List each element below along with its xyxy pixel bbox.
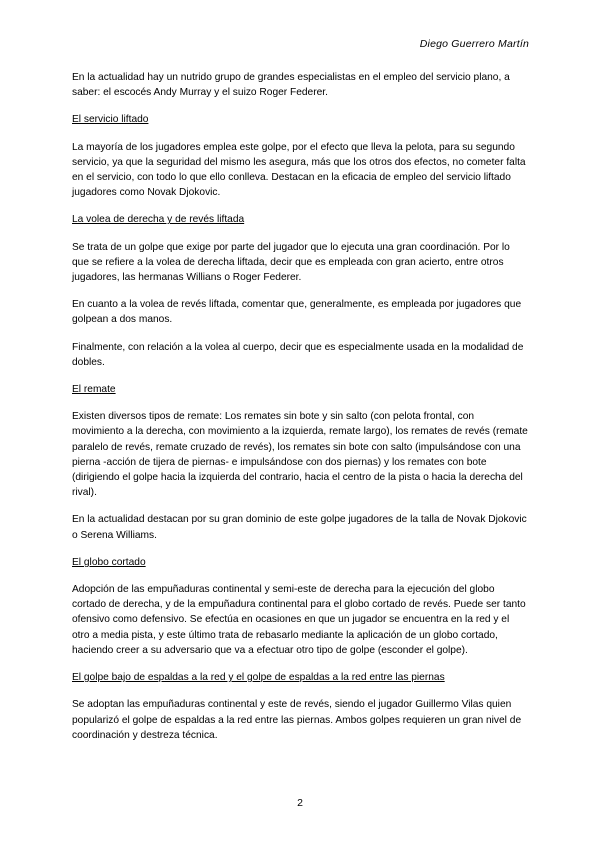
section-heading-servicio-liftado: El servicio liftado xyxy=(72,114,149,126)
paragraph-golpe-espaldas: Se adoptan las empuñaduras continental y este de revés, siendo el jugador Guillermo Vilas quien popularizó el golpe de espaldas a la red entre las piernas. Ambos golpes requieren un gran nivel de coordinación y destreza técnica. xyxy=(72,699,522,741)
intro-paragraph: En la actualidad hay un nutrido grupo de grandes especialistas en el empleo del servicio plano, a saber: el escocés Andy Murray y el suizo Roger Federer. xyxy=(72,72,510,99)
section-heading-globo-cortado: El globo cortado xyxy=(72,556,146,568)
paragraph-volea-3: Finalmente, con relación a la volea al cuerpo, decir que es especialmente usada en la modalidad de dobles. xyxy=(72,341,524,368)
paragraph-servicio-liftado: La mayoría de los jugadores emplea este golpe, por el efecto que lleva la pelota, para su segundo servicio, ya que la seguridad del mismo les asegura, más que los otros dos efectos, no cometer falta en el servicio, con todo lo que ello conlleva. Destacan en la eficacia de empleo del servicio liftado jugadores como Novak Djokovic. xyxy=(72,141,526,199)
page-number: 2 xyxy=(297,797,303,809)
section-heading-volea-liftada: La volea de derecha y de revés liftada xyxy=(72,214,245,226)
page-header-author: Diego Guerrero Martín xyxy=(419,38,529,50)
paragraph-remate-1: Existen diversos tipos de remate: Los remates sin bote y sin salto (con pelota frontal, con movimiento a la derecha, con movimiento a la izquierda, remate largo), los remates de revés (remate paralelo de revés, remate cruzado de revés), los remates sin bote con salto (impulsándose con una pierna -acción de tijera de piernas- e impulsándose con dos piernas) y los remates con bote (dirigiendo el golpe hacia la izquierda del contrario, hacia el centro de la pista o hacia la derecha del rival). xyxy=(72,411,528,499)
paragraph-remate-2: En la actualidad destacan por su gran dominio de este golpe jugadores de la talla de Novak Djokovic o Serena Williams. xyxy=(72,514,527,541)
section-heading-remate: El remate xyxy=(72,384,116,396)
paragraph-volea-2: En cuanto a la volea de revés liftada, comentar que, generalmente, es empleada por jugadores que golpean a dos manos. xyxy=(72,299,522,326)
paragraph-volea-1: Se trata de un golpe que exige por parte del jugador que lo ejecuta una gran coordinación. Por lo que se refiere a la volea de derecha liftada, decir que es empleada con gran acierto, entre otros jugadores, las hermanas Willians o Roger Federer. xyxy=(72,241,510,284)
paragraph-globo-cortado: Adopción de las empuñaduras continental y semi-este de derecha para la ejecución del globo cortado de derecha, y de la empuñadura continental para el globo cortado de revés. Puede ser tanto ofensivo como defensivo. Se efectúa en ocasiones en que un jugador se encuentra en la red y el otro a media pista, y este último trata de rebasarlo mediante la aplicación de un globo cortado, haciendo creer a su adversario que va a efectuar otro tipo de golpe (esconder el golpe). xyxy=(72,584,526,656)
document-body xyxy=(72,70,528,755)
section-heading-golpe-espaldas: El golpe bajo de espaldas a la red y el golpe de espaldas a la red entre las piernas xyxy=(72,672,445,684)
